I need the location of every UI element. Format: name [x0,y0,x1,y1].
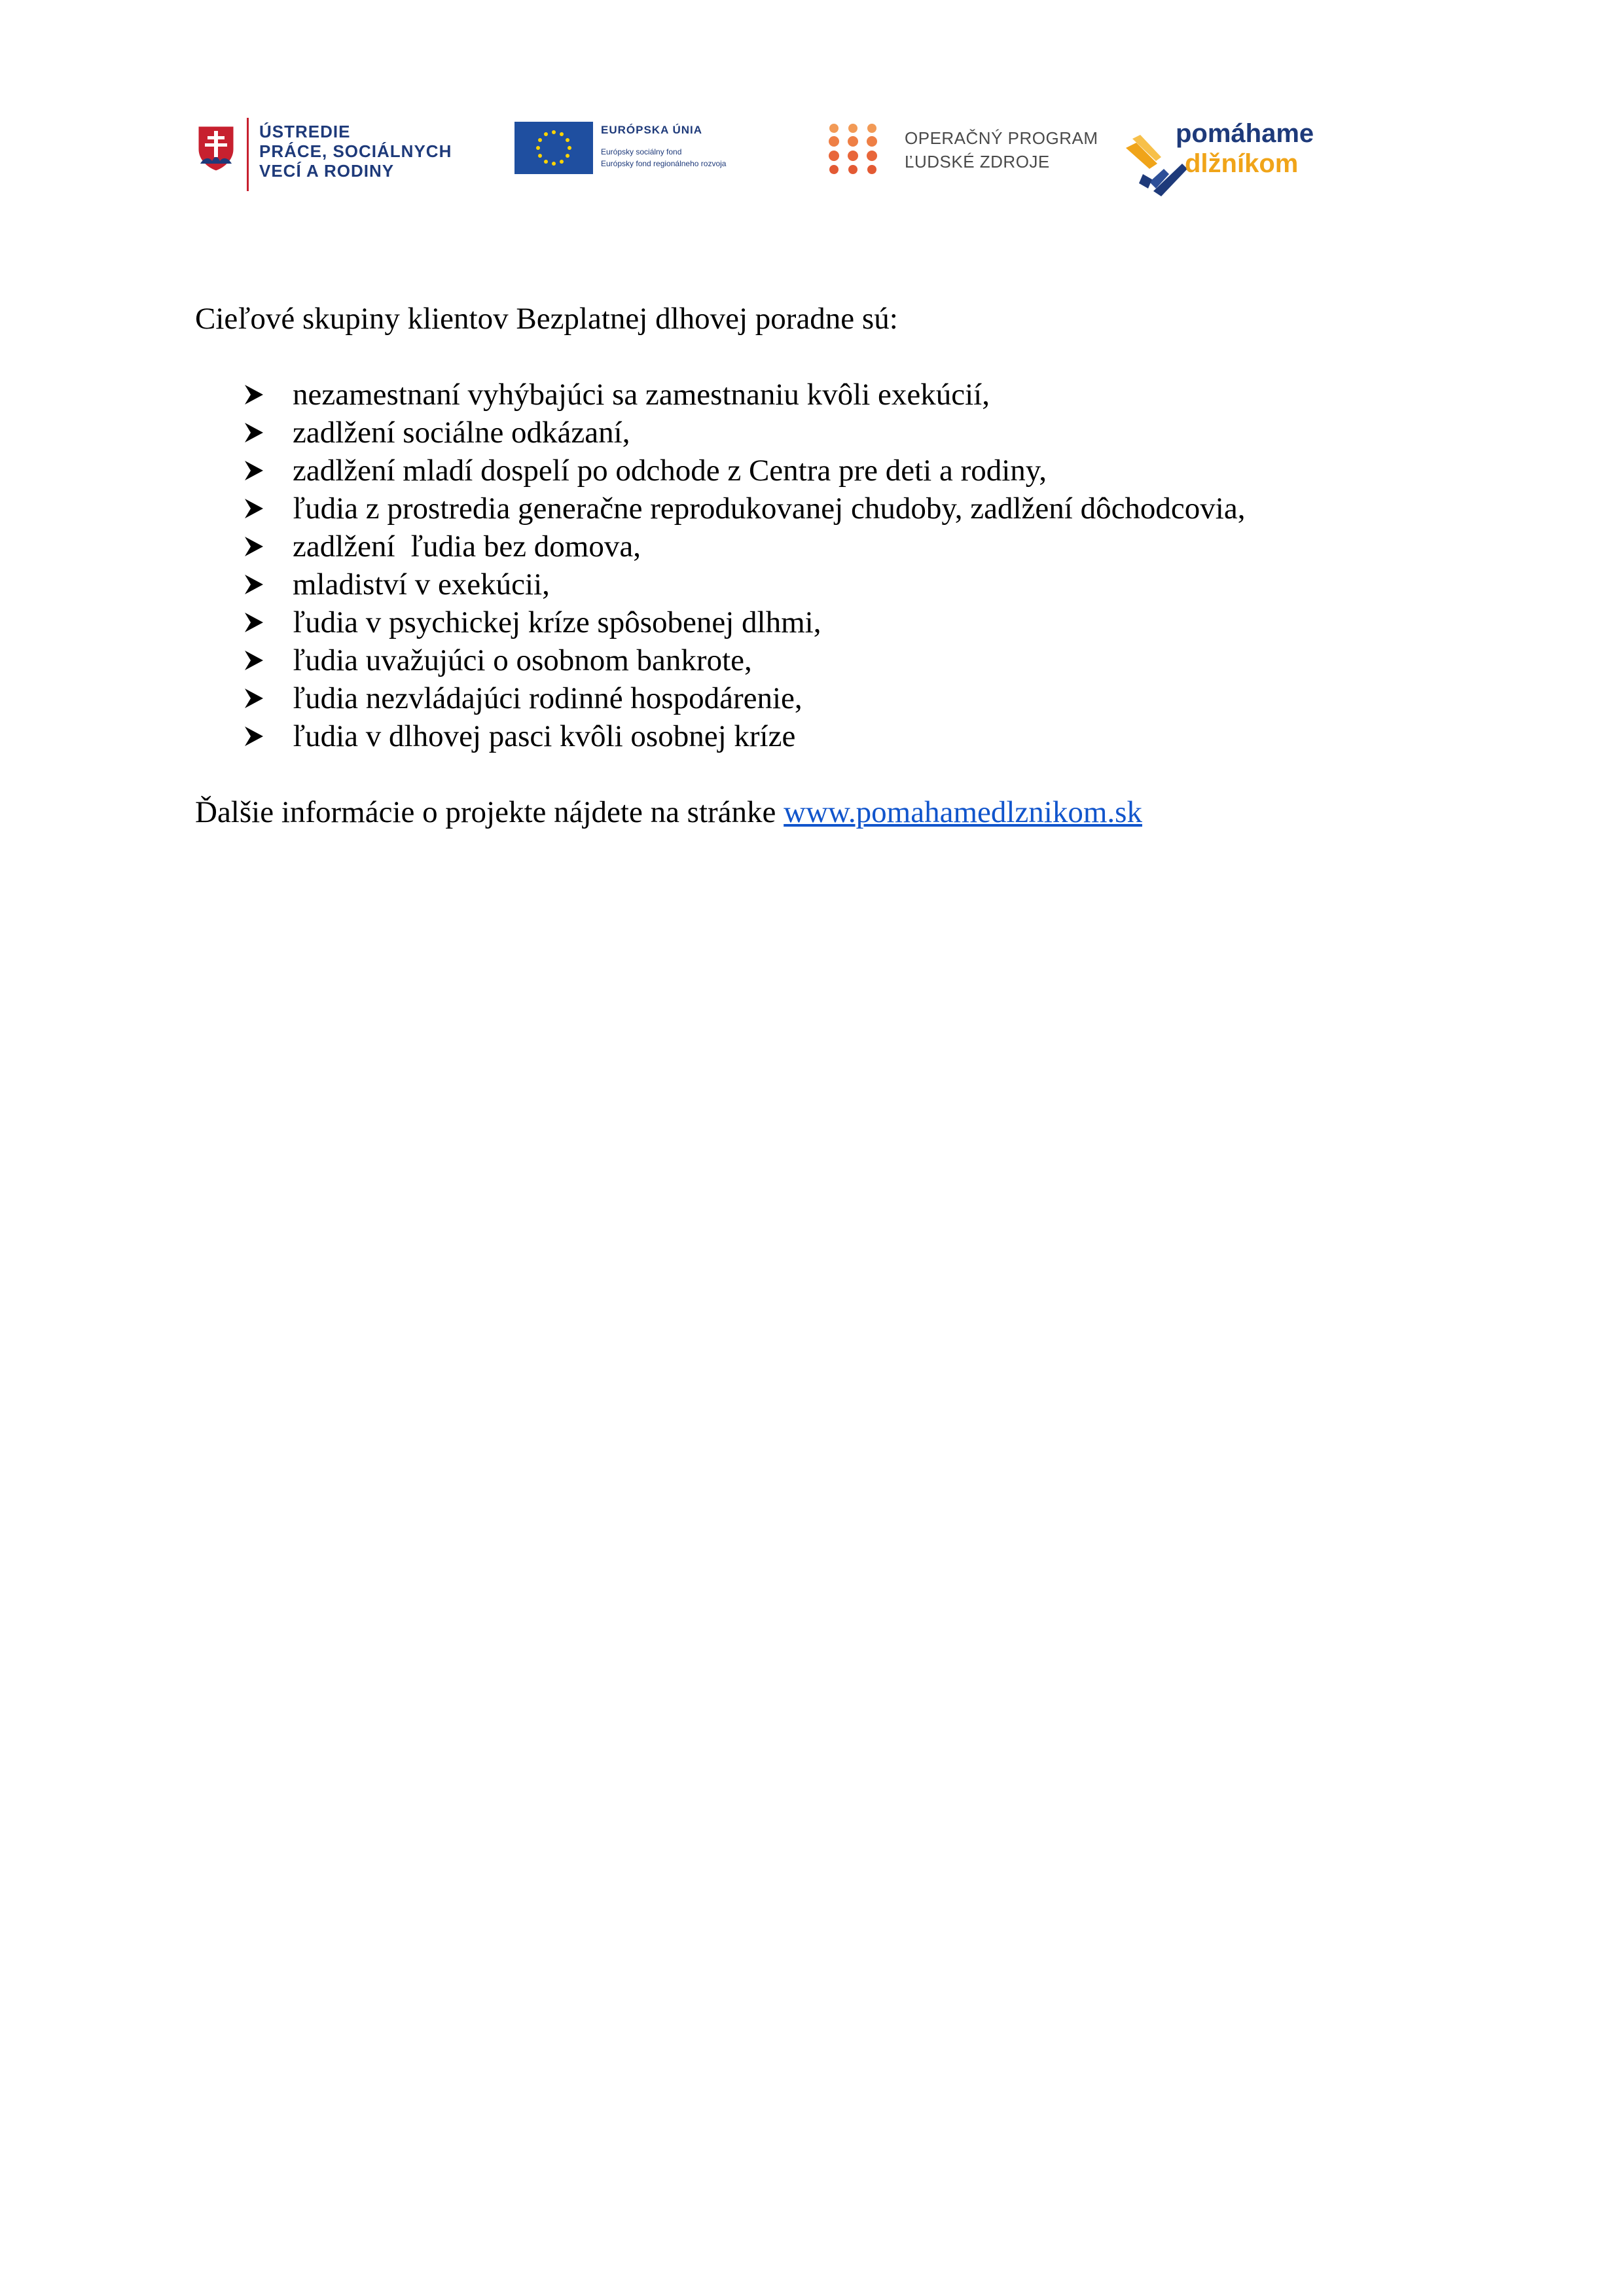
list-item [195,717,1439,755]
document-body [195,300,1439,831]
arrow-bullet-icon [245,385,263,404]
arrow-bullet-icon [245,726,263,746]
list-item [195,679,1439,717]
list-item [195,565,1439,603]
op-line-1: OPERAČNÝ PROGRAM [905,128,1098,148]
op-line-2: ĽUDSKÉ ZDROJE [905,152,1050,171]
list-item-text: zadlžení ľudia bez domova, [293,529,641,564]
list-item-text: ľudia uvažujúci o osobnom bankrote, [293,643,752,677]
arrow-bullet-icon [245,423,263,442]
list-item [195,414,1439,452]
list-item-text: zadlžení sociálne odkázaní, [293,416,630,450]
upsvr-line-1: ÚSTREDIE [259,122,351,141]
more-info-paragraph [195,793,1439,831]
list-item [195,452,1439,490]
eu-logo [514,122,776,181]
logo-divider [247,118,249,191]
pomahame-wordmark: pomáhame [1176,119,1314,148]
pomahame-dlznikom-logo [1123,118,1359,203]
list-item [195,528,1439,565]
list-item-text: mladiství v exekúcii, [293,567,550,601]
target-groups-list [195,376,1439,755]
list-item-text: nezamestnaní vyhýbajúci sa zamestnaniu kvôli exekúcií, [293,378,990,412]
eu-title: EURÓPSKA ÚNIA [601,124,702,136]
more-info-text: Ďalšie informácie o projekte nájdete na stránke [195,795,784,829]
list-item [195,376,1439,414]
logo-header [0,0,1624,216]
list-item-text: ľudia nezvládajúci rodinné hospodárenie, [293,681,803,715]
eu-flag-icon [514,122,593,174]
slovak-coat-of-arms-icon [195,123,237,173]
arrow-bullet-icon [245,499,263,518]
list-item-text: ľudia z prostredia generačne reprodukovanej chudoby, zadlžení dôchodcovia, [293,492,1246,526]
op-lz-logo [826,122,1101,181]
eu-subline-1: Európsky sociálny fond [601,147,682,156]
arrow-bullet-icon [245,651,263,670]
arrow-bullet-icon [245,613,263,632]
upsvr-logo [195,118,452,196]
list-item [195,490,1439,528]
arrow-bullet-icon [245,689,263,708]
intro-paragraph: Cieľové skupiny klientov Bezplatnej dlhovej poradne sú: [195,302,898,336]
upsvr-line-3: VECÍ A RODINY [259,161,395,181]
eu-subline-2: Európsky fond regionálneho rozvoja [601,159,727,168]
dots-grid-icon [826,122,880,175]
list-item [195,641,1439,679]
website-link[interactable]: www.pomahamedlznikom.sk [784,795,1142,829]
arrow-bullet-icon [245,461,263,480]
list-item [195,603,1439,641]
list-item-text: ľudia v dlhovej pasci kvôli osobnej kríze [293,719,796,753]
list-item-text: zadlžení mladí dospelí po odchode z Centra pre deti a rodiny, [293,454,1047,488]
dlznikom-wordmark: dlžníkom [1185,149,1299,178]
upsvr-line-2: PRÁCE, SOCIÁLNYCH [259,141,452,161]
list-item-text: ľudia v psychickej kríze spôsobenej dlhmi, [293,605,821,639]
arrow-bullet-icon [245,575,263,594]
arrow-bullet-icon [245,537,263,556]
